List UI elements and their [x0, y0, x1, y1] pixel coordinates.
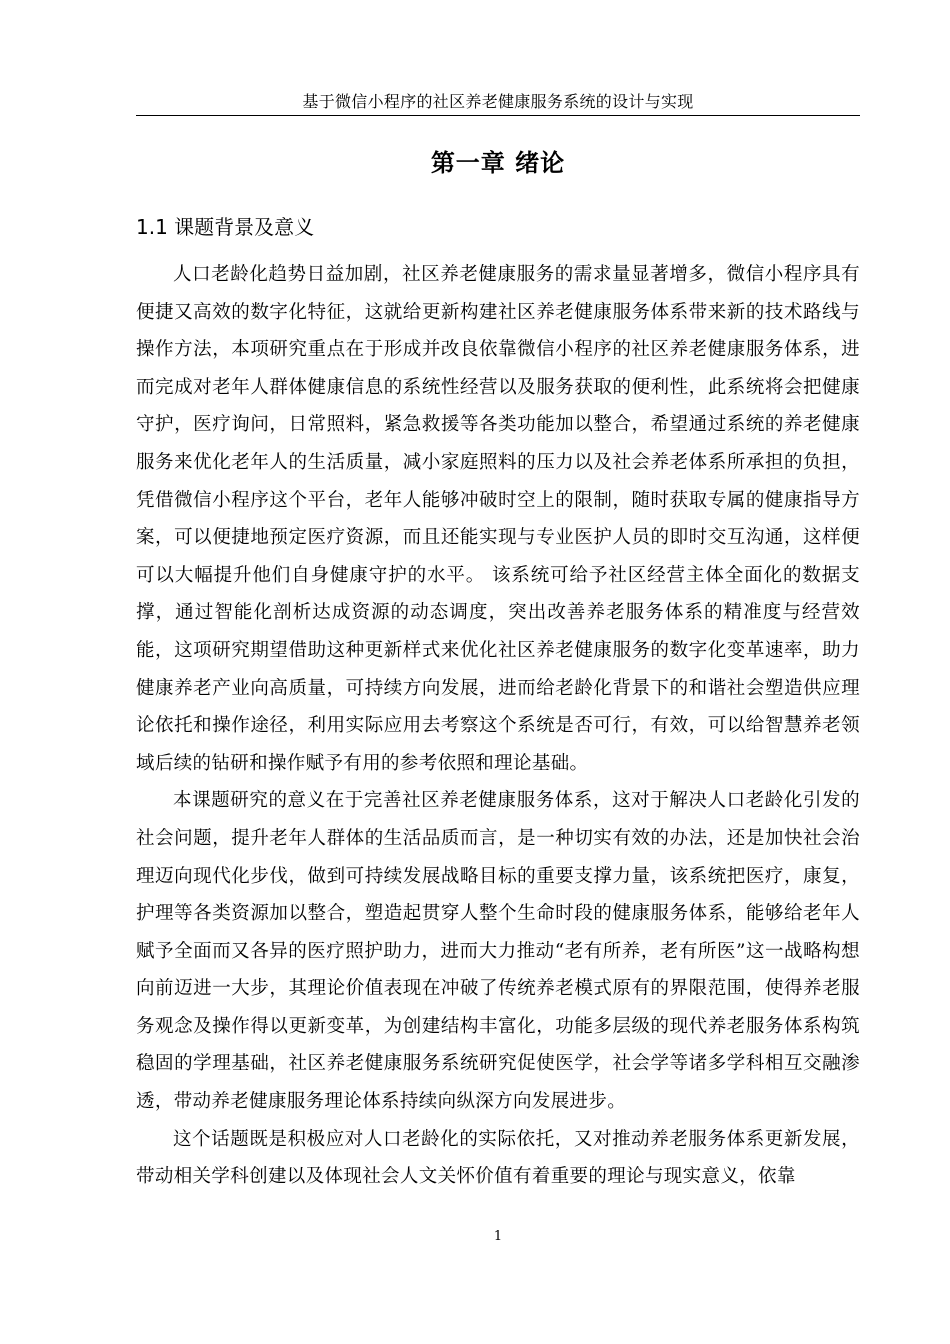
- page-number: 1: [493, 1229, 503, 1244]
- paragraph: 本课题研究的意义在于完善社区养老健康服务体系，这对于解决人口老龄化引发的社会问题，提升老年人群体的生活品质而言，是一种切实有效的办法，还是加快社会治理迈向现代化步伐，做到可持续发展战略目标的重要支撑力量，该系统把医疗，康复，护理等各类资源加以整合，塑造起贯穿人整个生命时段的健康服务体系，能够给老年人赋予全面而又各异的医疗照护助力，进而大力推动“老有所养，老有所医”这一战略构想向前迈进一大步，其理论价值表现在冲破了传统养老模式原有的界限范围，使得养老服务观念及操作得以更新变革，为创建结构丰富化，功能多层级的现代养老服务体系构筑稳固的学理基础，社区养老健康服务系统研究促使医学，社会学等诸多学科相互交融渗透，带动养老健康服务理论体系持续向纵深方向发展进步。: [136, 790, 860, 1113]
- section-title: 1.1 课题背景及意义: [136, 215, 315, 239]
- running-header: 基于微信小程序的社区养老健康服务系统的设计与实现: [302, 92, 694, 111]
- header-rule: [136, 115, 860, 116]
- paragraph: 人口老龄化趋势日益加剧，社区养老健康服务的需求量显著增多，微信小程序具有便捷又高效的数字化特征，这就给更新构建社区养老健康服务体系带来新的技术路线与操作方法，本项研究重点在于形成并改良依靠微信小程序的社区养老健康服务体系，进而完成对老年人群体健康信息的系统性经营以及服务获取的便利性，此系统将会把健康守护，医疗询问，日常照料，紧急救援等各类功能加以整合，希望通过系统的养老健康服务来优化老年人的生活质量，减小家庭照料的压力以及社会养老体系所承担的负担，凭借微信小程序这个平台，老年人能够冲破时空上的限制，随时获取专属的健康指导方案，可以便捷地预定医疗资源，而且还能实现与专业医护人员的即时交互沟通，这样便可以大幅提升他们自身健康守护的水平。 该系统可给予社区经营主体全面化的数据支撑，通过智能化剖析达成资源的动态调度，突出改善养老服务体系的精准度与经营效能，这项研究期望借助这种更新样式来优化社区养老健康服务的数字化变革速率，助力健康养老产业向高质量，可持续方向发展，进而给老龄化背景下的和谐社会塑造供应理论依托和操作途径，利用实际应用去考察这个系统是否可行，有效，可以给智慧养老领域后续的钻研和操作赋予有用的参考依照和理论基础。: [136, 264, 860, 774]
- body-text: [136, 256, 860, 1196]
- paragraph: 这个话题既是积极应对人口老龄化的实际依托，又对推动养老服务体系更新发展，带动相关学科创建以及体现社会人文关怀价值有着重要的理论与现实意义，依靠: [136, 1128, 860, 1188]
- chapter-title: 第一章 绪论: [430, 149, 566, 177]
